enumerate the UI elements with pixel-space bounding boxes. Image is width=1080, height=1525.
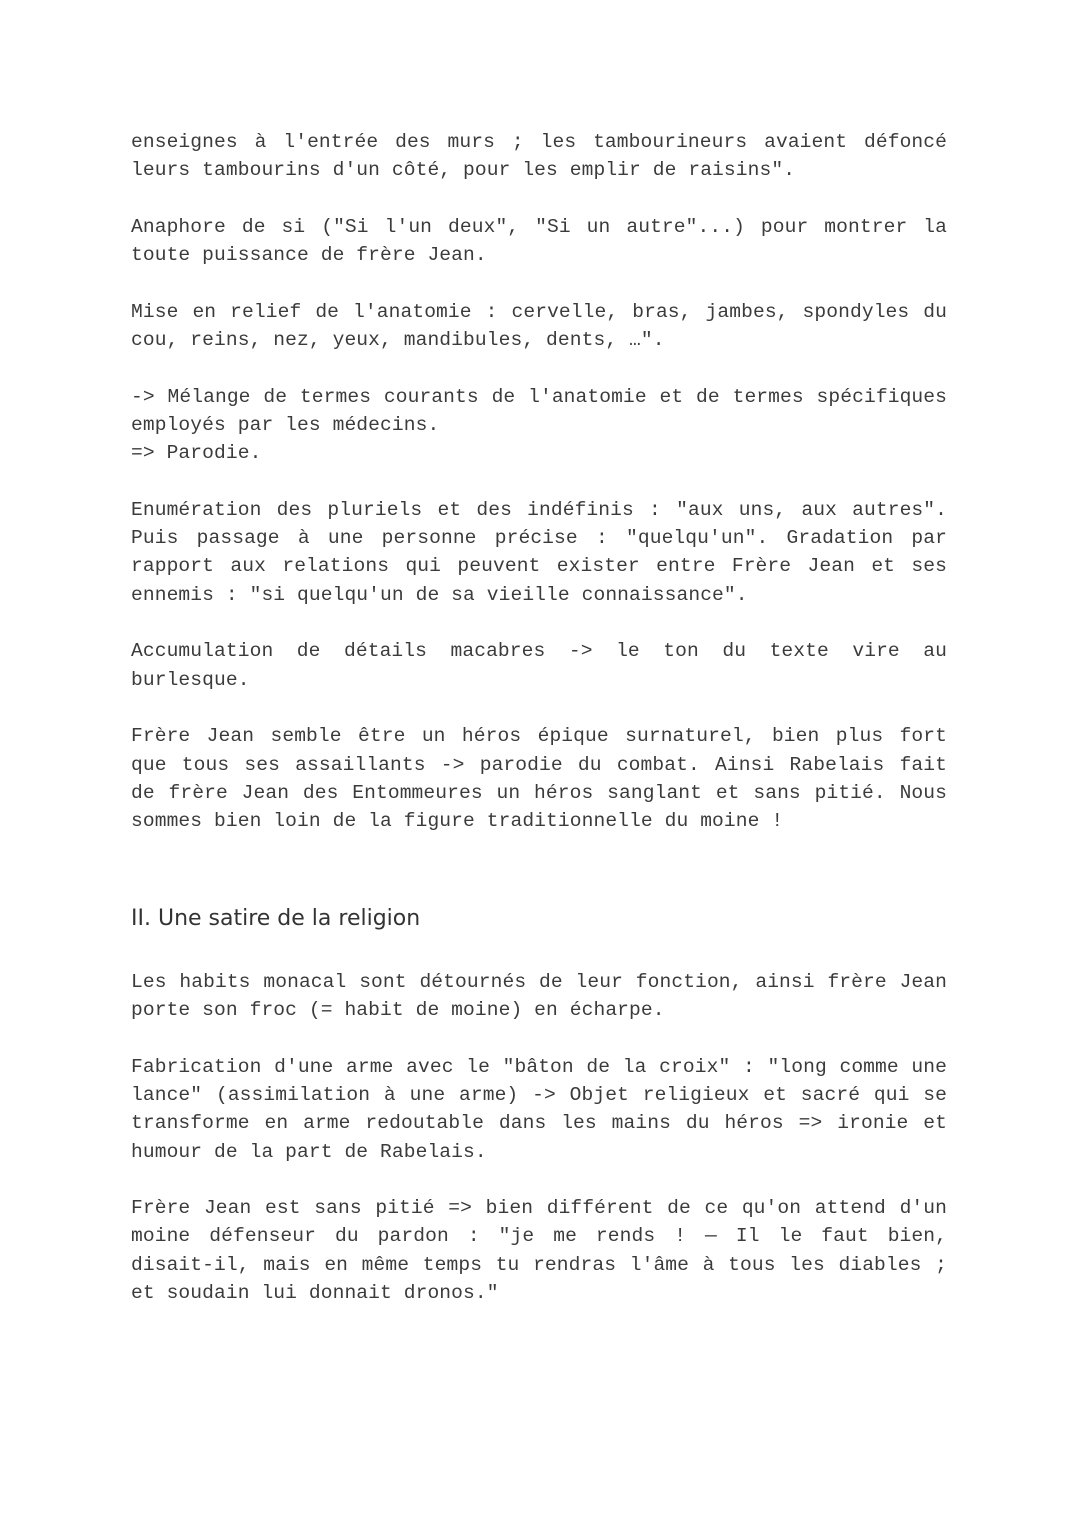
paragraph-melange <box>131 383 947 468</box>
paragraph-melange-line: -> Mélange de termes courants de l'anatomie et de termes spécifiques employés par les médecins. <box>131 385 947 436</box>
paragraph-heros-epique: Frère Jean semble être un héros épique surnaturel, bien plus fort que tous ses assaillants -> parodie du combat. Ainsi Rabelais fait de frère Jean des Entommeures un héros sanglant et sans pitié. Nous sommes bien loin de la figure traditionnelle du moine ! <box>131 725 947 833</box>
paragraph-accumulation: Accumulation de détails macabres -> le ton du texte vire au burlesque. <box>131 640 947 691</box>
paragraph-raisins: enseignes à l'entrée des murs ; les tambourineurs avaient défoncé leurs tambourins d'un côté, pour les emplir de raisins". <box>131 131 947 182</box>
section-heading: II. Une satire de la religion <box>131 905 421 931</box>
paragraph-parodie-line: => Parodie. <box>131 442 262 465</box>
paragraph-habits: Les habits monacal sont détournés de leur fonction, ainsi frère Jean porte son froc (= habit de moine) en écharpe. <box>131 970 947 1022</box>
paragraph-anatomie: Mise en relief de l'anatomie : cervelle, bras, jambes, spondyles du cou, reins, nez, yeux, mandibules, dents, …". <box>131 300 947 352</box>
document-page <box>131 128 947 1336</box>
paragraph-enumeration: Enumération des pluriels et des indéfinis : "aux uns, aux autres". Puis passage à une personne précise : "quelqu'un". Gradation par rapport aux relations qui peuvent exister entre Frère Jean et ses ennemis : "si quelqu'un de sa vieille connaissance". <box>131 498 947 606</box>
section-spacer <box>131 864 947 904</box>
paragraph-baton-croix: Fabrication d'une arme avec le "bâton de la croix" : "long comme une lance" (assimilation à une arme) -> Objet religieux et sacré qui se transforme en arme redoutable dans les mains du héros => ironie et humour de la part de Rabelais. <box>131 1055 947 1163</box>
paragraph-sans-pitie: Frère Jean est sans pitié => bien différent de ce qu'on attend d'un moine défenseur du pardon : "je me rends ! — Il le faut bien, disait-il, mais en même temps tu rendras l'âme à tous les diables ; et soudain lui donnait dronos." <box>131 1197 947 1304</box>
paragraph-anaphore: Anaphore de si ("Si l'un deux", "Si un autre"...) pour montrer la toute puissance de frère Jean. <box>131 215 947 267</box>
